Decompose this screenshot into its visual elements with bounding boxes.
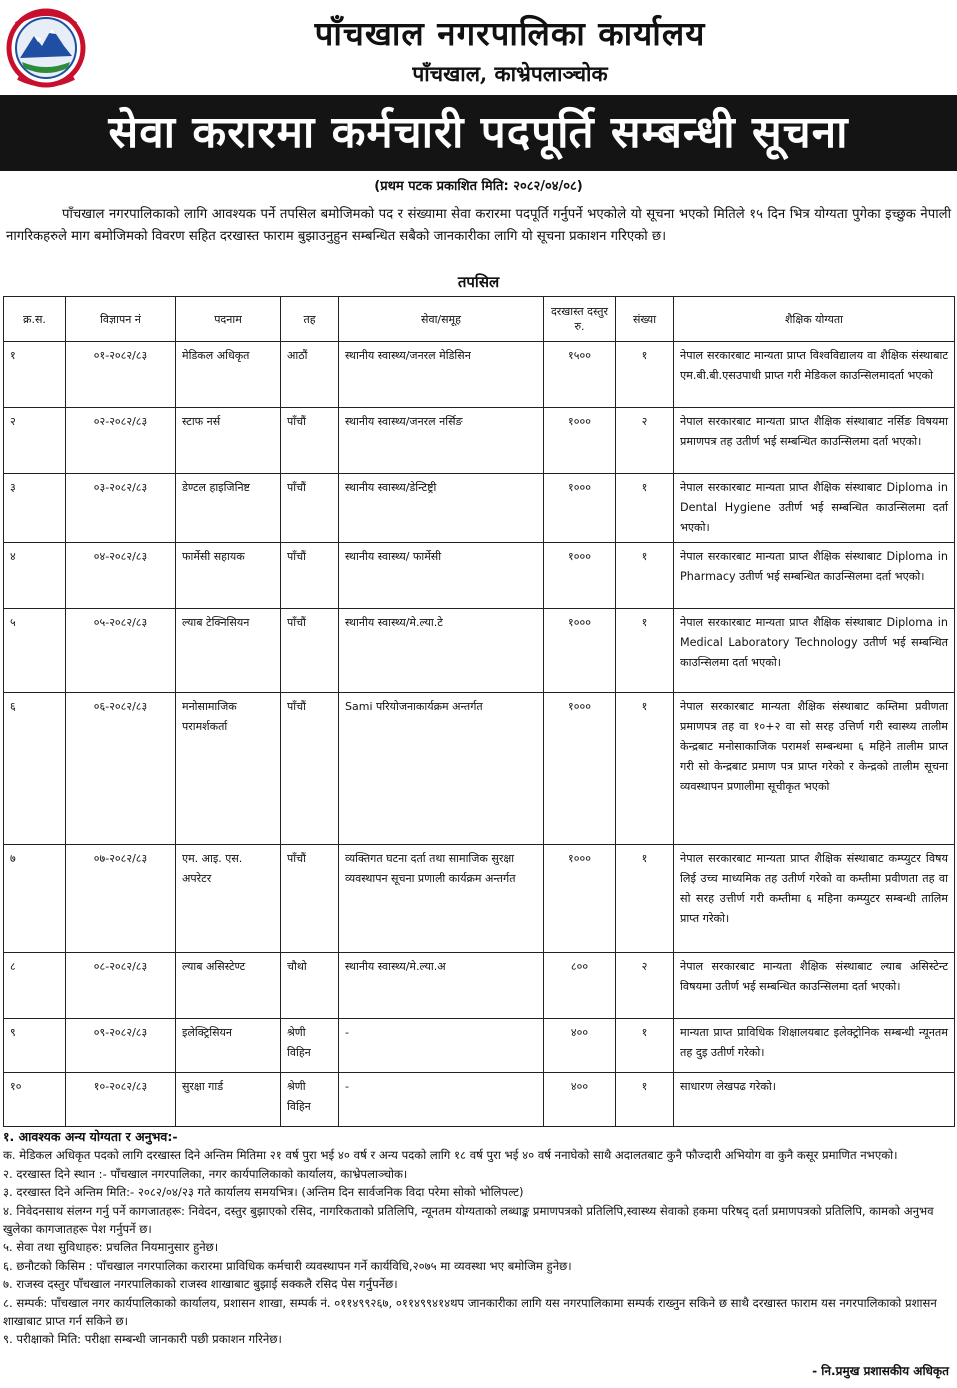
row-service-group: स्थानीय स्वास्थ्य/मे.ल्या.टे [339, 609, 544, 693]
row-qualification: नेपाल सरकारबाट मान्यता शैक्षिक संस्थाबाट कम्तिमा प्रवीणता प्रमाणपत्र तह वा १०+२ वा सो सरह उत्तिर्ण गरी स्वास्थ्य तालीम केन्द्रबाट मनोसाकाजिक परामर्श सम्बन्धमा ६ महिने तालीम प्राप्त गरी सो केन्द्रबाट प्रमाण पत्र प्राप्त गरेको र केन्द्रको तालीम सूचना व्यवस्थापन प्रणालीमा सूचीकृत भएको [674, 693, 955, 845]
row-sn: १० [4, 1073, 66, 1127]
note-item: ४. निवेदनसाथ संलग्न गर्नु पर्ने कागजातहरू: निवेदन, दस्तुर बुझाएको रसिद, नागरिकताको प्रतिलिपि, न्यूनतम योग्यताको लब्धाङ्क प्रमाणपत्रको प्रतिलिपि,स्वास्थ्य सेवाको हकमा परिषद् दर्ता प्रमाणपत्रको प्रतिलिपि, कामको अनुभव खुलेका कागजातहरू पेश गर्नुपर्ने छ। [3, 1203, 934, 1237]
row-fee: १००० [544, 543, 616, 609]
office-title: पाँचखाल नगरपालिका कार्यालय [314, 14, 706, 53]
header-count: संख्या [616, 297, 674, 342]
row-qualification: नेपाल सरकारबाट मान्यता प्राप्त शैक्षिक संस्थाबाट Diploma in Pharmacy उतीर्ण भई सम्बन्धित काउन्सिलमा दर्ता भएको। [674, 543, 955, 609]
row-level: आठौं [281, 342, 339, 408]
row-post-name: ल्याब टेक्निसियन [176, 609, 281, 693]
row-adv-number: ०२-२०८२/८३ [66, 408, 176, 474]
table-row [4, 845, 955, 953]
row-service-group: Sami परियोजनाकार्यक्रम अन्तर्गत [339, 693, 544, 845]
row-qualification: साधारण लेखपढ गरेको। [674, 1073, 955, 1127]
table-row [4, 408, 955, 474]
row-adv-number: ०६-२०८२/८३ [66, 693, 176, 845]
row-qualification: नेपाल सरकारबाट मान्यता प्राप्त शैक्षिक संस्थाबाट Diploma in Medical Laboratory Technology उतीर्ण भई सम्बन्धित काउन्सिलमा दर्ता भएको। [674, 609, 955, 693]
table-row [4, 609, 955, 693]
row-count: १ [616, 474, 674, 543]
row-qualification: नेपाल सरकारबाट मान्यता शैक्षिक संस्थाबाट ल्याब असिस्टेन्ट विषयमा उतीर्ण भई सम्बन्धित काउन्सिलमा दर्ता भएको। [674, 953, 955, 1019]
row-sn: ६ [4, 693, 66, 845]
header-adv: विज्ञापन नं [66, 297, 176, 342]
row-count: १ [616, 693, 674, 845]
row-sn: १ [4, 342, 66, 408]
row-sn: ९ [4, 1019, 66, 1073]
table-caption: तपसिल [457, 273, 500, 291]
row-adv-number: ०८-२०८२/८३ [66, 953, 176, 1019]
row-level: चौथो [281, 953, 339, 1019]
note-item: ९. परीक्षाको मिति: परीक्षा सम्बन्धी जानकारी पछी प्रकाशन गरिनेछ। [3, 1332, 282, 1347]
row-qualification: नेपाल सरकारबाट मान्यता प्राप्त शैक्षिक संस्थाबाट Diploma in Dental Hygiene उतीर्ण भई सम्बन्धित काउन्सिलमा दर्ता भएको। [674, 474, 955, 543]
row-count: २ [616, 408, 674, 474]
office-address: पाँचखाल, काभ्रेपलाञ्चोक [412, 61, 608, 86]
row-count: १ [616, 609, 674, 693]
row-count: १ [616, 1073, 674, 1127]
row-count: १ [616, 342, 674, 408]
note-item: ८. सम्पर्क: पाँचखाल नगर कार्यपालिकाको कार्यालय, प्रशासन शाखा, सम्पर्क नं. ०११४९९२६७, ०११४९९४१४थप जानकारीका लागि यस नगरपालिकामा सम्पर्क राख्नुन सकिने छ साथै दरखास्त फाराम यस नगरपालिकाको प्रशासन शाखाबाट प्राप्त गर्न सकिने छ। [3, 1295, 937, 1329]
row-adv-number: ०१-२०८२/८३ [66, 342, 176, 408]
row-count: २ [616, 953, 674, 1019]
row-fee: १००० [544, 609, 616, 693]
table-row [4, 342, 955, 408]
row-sn: २ [4, 408, 66, 474]
header-sn: क्र.स. [4, 297, 66, 342]
notes-heading: १. आवश्यक अन्य योग्यता र अनुभव:- [3, 1129, 178, 1144]
row-count: १ [616, 543, 674, 609]
header-level: तह [281, 297, 339, 342]
row-service-group: स्थानीय स्वास्थ्य/ फार्मेसी [339, 543, 544, 609]
table-row [4, 953, 955, 1019]
table-row [4, 474, 955, 543]
header-post: पदनाम [176, 297, 281, 342]
row-qualification: नेपाल सरकारबाट मान्यता प्राप्त शैक्षिक संस्थाबाट नर्सिङ विषयमा प्रमाणपत्र तह उतीर्ण भई सम्बन्धित काउन्सिलमा दर्ता भएको। [674, 408, 955, 474]
row-sn: ५ [4, 609, 66, 693]
nepal-emblem-icon [6, 6, 86, 90]
row-fee: १५०० [544, 342, 616, 408]
row-count: १ [616, 845, 674, 953]
row-post-name: मेडिकल अधिकृत [176, 342, 281, 408]
row-fee: ४०० [544, 1073, 616, 1127]
row-post-name: फार्मेसी सहायक [176, 543, 281, 609]
row-level: पाँचौं [281, 845, 339, 953]
row-level: श्रेणी विहिन [281, 1019, 339, 1073]
table-row [4, 693, 955, 845]
row-fee: १००० [544, 474, 616, 543]
row-service-group: स्थानीय स्वास्थ्य/जनरल नर्सिङ [339, 408, 544, 474]
row-post-name: सुरक्षा गार्ड [176, 1073, 281, 1127]
row-adv-number: ०५-२०८२/८३ [66, 609, 176, 693]
note-item: ५. सेवा तथा सुविधाहरु: प्रचलित नियमानुसार हुनेछ। [3, 1240, 219, 1255]
vacancy-table [3, 296, 955, 1127]
row-adv-number: १०-२०८२/८३ [66, 1073, 176, 1127]
note-item: ७. राजस्व दस्तुर पाँचखाल नगरपालिकाको राजस्व शाखाबाट बुझाई सक्कलै रसिद पेस गर्नुपर्नेछ। [3, 1277, 398, 1292]
row-fee: १००० [544, 693, 616, 845]
row-adv-number: ०३-२०८२/८३ [66, 474, 176, 543]
row-post-name: डेण्टल हाइजिनिष्ट [176, 474, 281, 543]
row-service-group: स्थानीय स्वास्थ्य/मे.ल्या.अ [339, 953, 544, 1019]
row-service-group: स्थानीय स्वास्थ्य/जनरल मेडिसिन [339, 342, 544, 408]
row-fee: १००० [544, 845, 616, 953]
row-sn: ४ [4, 543, 66, 609]
row-level: पाँचौं [281, 474, 339, 543]
row-post-name: मनोसामाजिक परामर्शकर्ता [176, 693, 281, 845]
row-sn: ८ [4, 953, 66, 1019]
row-post-name: एम. आइ. एस. अपरेटर [176, 845, 281, 953]
note-item: ६. छनौटको किसिम : पाँचखाल नगरपालिका करारमा प्राविधिक कर्मचारी व्यवस्थापन गर्ने कार्यविधि,२०७५ मा व्यवस्था भए बमोजिम हुनेछ। [3, 1258, 572, 1273]
notice-banner-title: सेवा करारमा कर्मचारी पदपूर्ति सम्बन्धी सूचना [0, 95, 957, 171]
row-qualification: नेपाल सरकारबाट मान्यता प्राप्त विश्वविद्यालय वा शैक्षिक संस्थाबाट एम.बी.बी.एसउपाधी प्राप्त गरी मेडिकल काउन्सिलमादर्ता भएको [674, 342, 955, 408]
row-level: पाँचौं [281, 693, 339, 845]
row-sn: ७ [4, 845, 66, 953]
row-service-group: - [339, 1019, 544, 1073]
row-adv-number: ०७-२०८२/८३ [66, 845, 176, 953]
header-service: सेवा/समूह [339, 297, 544, 342]
row-fee: ४०० [544, 1019, 616, 1073]
row-qualification: नेपाल सरकारबाट मान्यता प्राप्त शैक्षिक संस्थाबाट कम्प्युटर विषय लिई उच्च माध्यमिक तह उतीर्ण गरेको वा कम्तीमा प्रवीणता तह वा सो सरह उत्तीर्ण गरी कम्तीमा ६ महिना कम्प्युटर सम्बन्धी तालिम प्राप्त गरेको। [674, 845, 955, 953]
row-service-group: स्थानीय स्वास्थ्य/डेन्टिष्ट्री [339, 474, 544, 543]
row-fee: ८०० [544, 953, 616, 1019]
row-fee: १००० [544, 408, 616, 474]
header-qualification: शैक्षिक योग्यता [674, 297, 955, 342]
row-level: श्रेणी विहिन [281, 1073, 339, 1127]
row-post-name: ल्याब असिस्टेण्ट [176, 953, 281, 1019]
row-sn: ३ [4, 474, 66, 543]
note-item: क. मेडिकल अधिकृत पदको लागि दरखास्त दिने अन्तिम मितिमा २१ वर्ष पुरा भई ४० वर्ष र अन्य पदको लागि १८ वर्ष पुरा भई ४० वर्ष ननाघेको साथै अदालतबाट कुनै फौज्दारी अभियोग वा कुनै कसूर प्रमाणित नभएको। [3, 1148, 898, 1163]
intro-paragraph: पाँचखाल नगरपालिकाको लागि आवश्यक पर्ने तपसिल बमोजिमको पद र संख्यामा सेवा करारमा पदपूर्ति गर्नुपर्ने भएकोले यो सूचना भएको मितिले १५ दिन भित्र योग्यता पुगेका इच्छुक नेपाली नागरिकहरुले माग बमोजिमको विवरण सहित दरखास्त फाराम बुझाउनुहुन सम्बन्धित सबैको जानकारीका लागि यो सूचना प्रकाशन गरिएको छ। [6, 207, 951, 244]
row-level: पाँचौं [281, 543, 339, 609]
row-level: पाँचौं [281, 609, 339, 693]
notice-header [0, 0, 957, 95]
notes-section [3, 1128, 954, 1349]
publish-date: (प्रथम पटक प्रकाशित मिति: २०८२/०४/०८) [374, 179, 583, 194]
row-service-group: - [339, 1073, 544, 1127]
row-service-group: व्यक्तिगत घटना दर्ता तथा सामाजिक सुरक्षा व्यवस्थापन सूचना प्रणाली कार्यक्रम अन्तर्गत [339, 845, 544, 953]
row-count: १ [616, 1019, 674, 1073]
table-row [4, 1019, 955, 1073]
row-level: पाँचौं [281, 408, 339, 474]
row-adv-number: ०४-२०८२/८३ [66, 543, 176, 609]
table-row [4, 1073, 955, 1127]
row-post-name: इलेक्ट्रिसियन [176, 1019, 281, 1073]
header-fee: दरखास्त दस्तुर रु. [544, 297, 616, 342]
note-item: २. दरखास्त दिने स्थान :- पाँचखाल नगरपालिका, नगर कार्यपालिकाको कार्यालय, काभ्रेपलाञ्चोक। [3, 1166, 408, 1181]
table-header-row [4, 297, 955, 342]
note-item: ३. दरखास्त दिने अन्तिम मिति:- २०८२/०४/२३ गते कार्यालय समयभित्र। (अन्तिम दिन सार्वजनिक विदा परेमा सोको भोलिपल्ट) [3, 1185, 524, 1200]
signature-line: - नि.प्रमुख प्रशासकीय अधिकृत [812, 1364, 949, 1378]
table-row [4, 543, 955, 609]
row-adv-number: ०९-२०८२/८३ [66, 1019, 176, 1073]
row-qualification: मान्यता प्राप्त प्राविधिक शिक्षालयबाट इलेक्ट्रोनिक सम्बन्धी न्यूनतम तह दुइ उतीर्ण गरेको। [674, 1019, 955, 1073]
row-post-name: स्टाफ नर्स [176, 408, 281, 474]
